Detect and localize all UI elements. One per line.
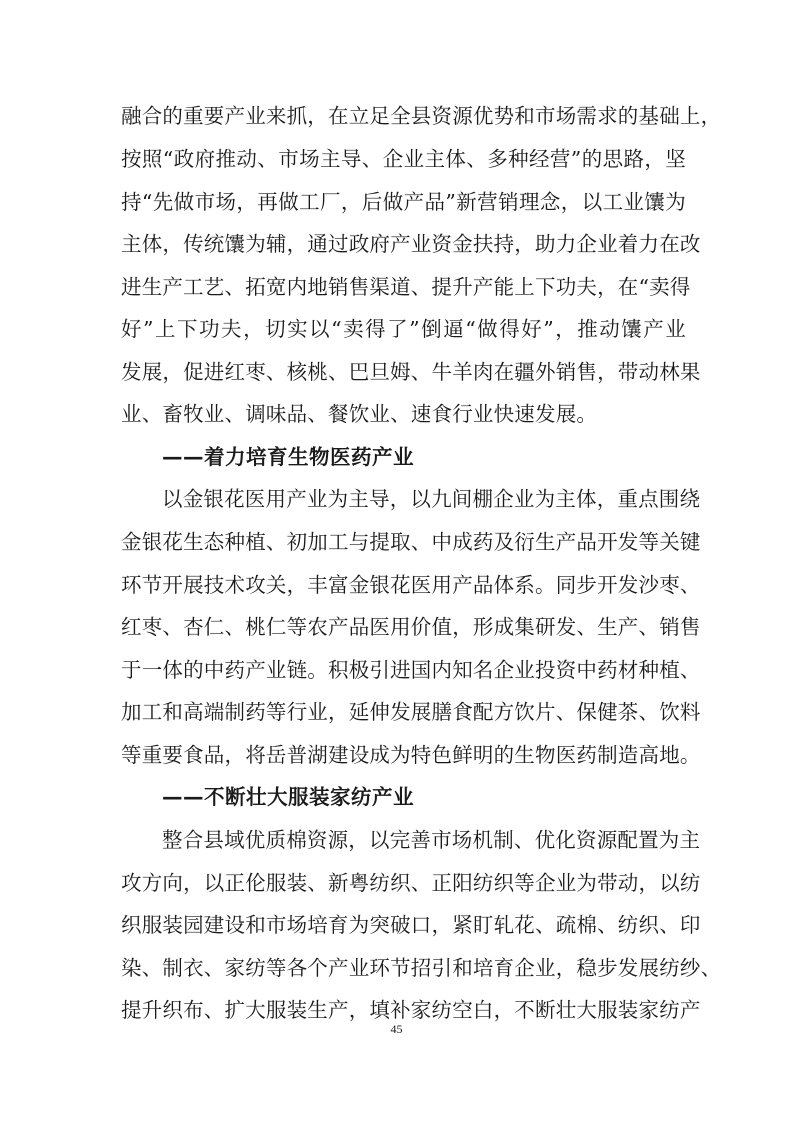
text-line: 主体，传统馕为辅，通过政府产业资金扶持，助力企业着力在改 bbox=[121, 232, 701, 256]
text-line: 等重要食品，将岳普湖建设成为特色鲜明的生物医药制造高地。 bbox=[121, 743, 701, 767]
text-line: 织服装园建设和市场培育为突破口，紧盯轧花、疏棉、纺织、印 bbox=[121, 913, 701, 937]
text-line: 金银花生态种植、初加工与提取、中成药及衍生产品开发等关键 bbox=[121, 530, 701, 554]
text-line: 红枣、杏仁、桃仁等农产品医用价值，形成集研发、生产、销售 bbox=[121, 615, 701, 639]
text-line: 发展，促进红枣、核桃、巴旦姆、牛羊肉在疆外销售，带动林果 bbox=[121, 360, 701, 384]
text-line: 于一体的中药产业链。积极引进国内知名企业投资中药材种植、 bbox=[121, 658, 701, 682]
text-line: 染、制衣、家纺等各个产业环节招引和培育企业，稳步发展纺纱、 bbox=[121, 956, 722, 980]
text-line: 持“先做市场，再做工厂，后做产品”新营销理念，以工业馕为 bbox=[121, 190, 686, 214]
text-line: 环节开展技术攻关，丰富金银花医用产品体系。同步开发沙枣、 bbox=[121, 573, 701, 597]
text-line: 加工和高端制药等行业，延伸发展膳食配方饮片、保健茶、饮料 bbox=[121, 700, 701, 724]
section-heading-biomedicine: ——着力培育生物医药产业 bbox=[162, 445, 414, 469]
text-line: 按照“政府推动、市场主导、企业主体、多种经营”的思路，坚 bbox=[121, 147, 686, 171]
section-heading-apparel-textiles: ——不断壮大服装家纺产业 bbox=[162, 785, 414, 809]
text-line: 整合县域优质棉资源，以完善市场机制、优化资源配置为主 bbox=[162, 828, 701, 852]
text-line: 进生产工艺、拓宽内地销售渠道、提升产能上下功夫，在“卖得 bbox=[121, 275, 691, 299]
text-line: 好”上下功夫，切实以“卖得了”倒逼“做得好”，推动馕产业 bbox=[121, 317, 686, 341]
text-line: 攻方向，以正伦服装、新粤纺织、正阳纺织等企业为带动，以纺 bbox=[121, 871, 701, 895]
text-line: 以金银花医用产业为主导，以九间棚企业为主体，重点围绕 bbox=[162, 487, 701, 511]
text-line: 提升织布、扩大服装生产，填补家纺空白，不断壮大服装家纺产 bbox=[121, 998, 701, 1022]
text-line: 融合的重要产业来抓，在立足全县资源优势和市场需求的基础上， bbox=[121, 104, 722, 128]
text-line: 业、畜牧业、调味品、餐饮业、速食行业快速发展。 bbox=[121, 402, 598, 426]
page-number: 45 bbox=[390, 1022, 403, 1036]
